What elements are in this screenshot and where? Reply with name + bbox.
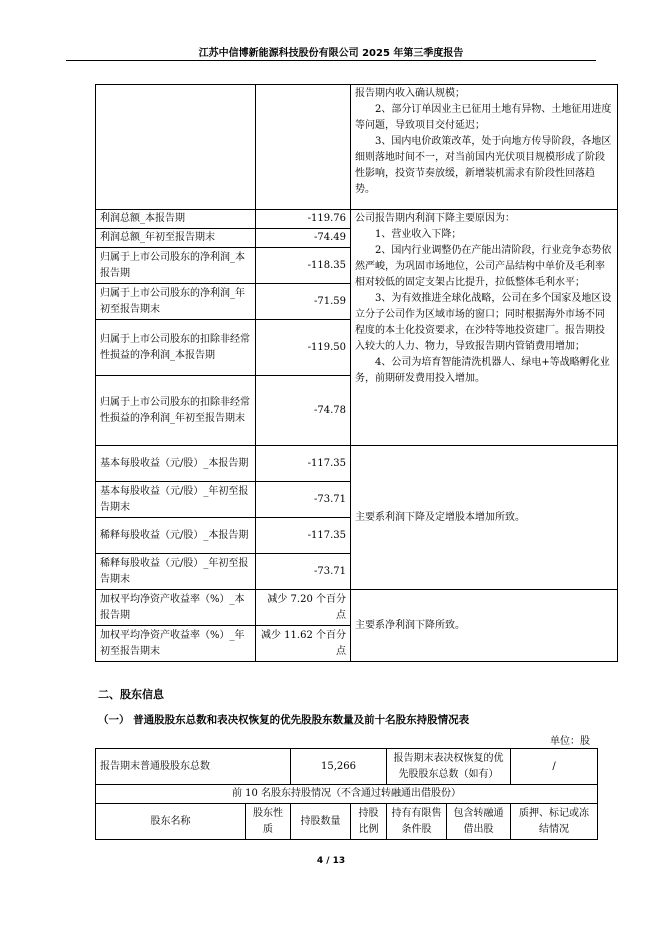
table-row bbox=[96, 749, 598, 785]
column-header: 持有有限售条件股 bbox=[387, 804, 447, 840]
row-value: -119.50 bbox=[256, 320, 351, 376]
reason-line: 3、国内电价政策改革，处于向地方传导阶段，各地区细则落地时间不一，对当前国内光伏项目规模形成了阶段性影响，投资节奏放缓，新增装机需求有阶段性回落趋势。 bbox=[355, 136, 612, 195]
row-value: -73.71 bbox=[256, 482, 351, 518]
page-number: 4 / 13 bbox=[316, 856, 346, 866]
table-row bbox=[96, 446, 618, 482]
row-label: 加权平均净资产收益率（%）_本报告期 bbox=[96, 590, 256, 626]
row-label: 归属于上市公司股东的净利润_年初至报告期末 bbox=[96, 284, 256, 320]
row-label: 加权平均净资产收益率（%）_年初至报告期末 bbox=[96, 626, 256, 662]
row-value: -73.71 bbox=[256, 554, 351, 590]
row-value: -117.35 bbox=[256, 518, 351, 554]
reason-line: 公司报告期内利润下降主要原因为： bbox=[355, 213, 515, 224]
total-label: 报告期末普通股股东总数 bbox=[96, 749, 291, 785]
page-header: 江苏中信博新能源科技股份有限公司 2025 年第三季度报告 bbox=[198, 48, 464, 59]
row-value: -118.35 bbox=[256, 248, 351, 284]
row-label: 稀释每股收益（元/股）_本报告期 bbox=[96, 518, 256, 554]
column-header: 持股比例 bbox=[351, 804, 387, 840]
subsection-title: （一） 普通股股东总数和表决权恢复的优先股股东数量及前十名股东持股情况表 bbox=[98, 714, 470, 726]
column-header: 包含转融通借出股 bbox=[447, 804, 511, 840]
reason-line: 报告期内收入确认规模； bbox=[355, 88, 465, 99]
table-cell bbox=[96, 85, 256, 210]
row-value: -74.78 bbox=[256, 376, 351, 446]
top10-caption: 前 10 名股东持股情况（不含通过转融通出借股份） bbox=[96, 785, 598, 804]
reason-line: 2、国内行业调整仍在产能出清阶段，行业竞争态势依然严峻，为巩固市场地位，公司产品结构中单价及毛利率相对较低的固定支架占比提升，拉低整体毛利水平； bbox=[355, 245, 612, 288]
pref-value: / bbox=[511, 749, 598, 785]
column-header: 持股数量 bbox=[291, 804, 351, 840]
roe-reason-cell: 主要系净利润下降所致。 bbox=[351, 590, 618, 662]
reason-line: 2、部分订单因业主已征用土地有异物、土地征用进度等问题，导致项目交付延迟； bbox=[355, 104, 612, 131]
row-label: 归属于上市公司股东的扣除非经常性损益的净利润_本报告期 bbox=[96, 320, 256, 376]
reason-cell bbox=[351, 85, 618, 210]
eps-reason-cell: 主要系利润下降及定增股本增加所致。 bbox=[351, 446, 618, 590]
table-header-row bbox=[96, 804, 598, 840]
table-cell bbox=[256, 85, 351, 210]
row-label: 归属于上市公司股东的扣除非经常性损益的净利润_年初至报告期末 bbox=[96, 376, 256, 446]
row-label: 基本每股收益（元/股）_本报告期 bbox=[96, 446, 256, 482]
reason-line: 1、营业收入下降； bbox=[375, 229, 462, 240]
reason-line: 3、为有效推进全球化战略，公司在多个国家及地区设立分子公司作为区域市场的窗口；同时根据海外市场不同程度的本土化投资要求，在沙特等地投资建厂。报告期投入较大的人力、物力，导致报告期内管销费用增加； bbox=[355, 293, 612, 352]
column-header: 股东名称 bbox=[96, 804, 246, 840]
shareholder-table bbox=[95, 748, 598, 840]
row-value: 减少 11.62 个百分点 bbox=[256, 626, 351, 662]
column-header: 股东性质 bbox=[246, 804, 291, 840]
total-value: 15,266 bbox=[291, 749, 387, 785]
row-value: -71.59 bbox=[256, 284, 351, 320]
header-rule bbox=[66, 60, 596, 61]
row-value: 减少 7.20 个百分点 bbox=[256, 590, 351, 626]
column-header: 质押、标记或冻结情况 bbox=[511, 804, 598, 840]
unit-label: 单位：股 bbox=[550, 736, 590, 747]
row-value: -119.76 bbox=[256, 210, 351, 229]
table-row bbox=[96, 590, 618, 626]
section-title: 二、股东信息 bbox=[98, 688, 164, 701]
table-row bbox=[96, 785, 598, 804]
row-label: 稀释每股收益（元/股）_年初至报告期末 bbox=[96, 554, 256, 590]
financial-change-table bbox=[95, 84, 618, 662]
row-value: -117.35 bbox=[256, 446, 351, 482]
row-label: 归属于上市公司股东的净利润_本报告期 bbox=[96, 248, 256, 284]
table-row bbox=[96, 85, 618, 210]
row-label: 基本每股收益（元/股）_年初至报告期末 bbox=[96, 482, 256, 518]
pref-label: 报告期末表决权恢复的优先股股东总数（如有） bbox=[387, 749, 511, 785]
reason-line: 4、公司为培育智能清洗机器人、绿电+等战略孵化业务，前期研发费用投入增加。 bbox=[355, 357, 610, 384]
row-label: 利润总额_年初至报告期末 bbox=[96, 229, 256, 248]
table-row bbox=[96, 210, 618, 229]
row-value: -74.49 bbox=[256, 229, 351, 248]
profit-reason-cell bbox=[351, 210, 618, 446]
row-label: 利润总额_本报告期 bbox=[96, 210, 256, 229]
